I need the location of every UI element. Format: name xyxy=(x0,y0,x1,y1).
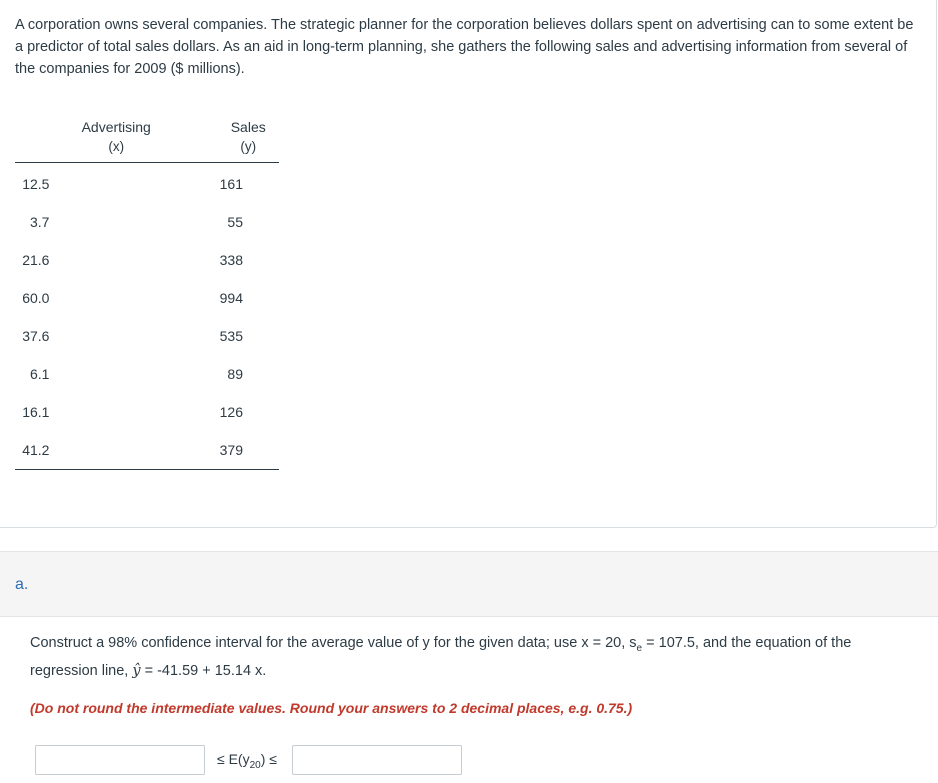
ineq-left: ≤ E(y xyxy=(217,751,250,767)
cell-advertising: 60.0 xyxy=(22,290,50,306)
prompt-line1-end: = 107.5, and the equation of the xyxy=(642,635,852,651)
y-hat-symbol: ŷ xyxy=(132,662,141,679)
cell-advertising: 6.1 xyxy=(29,366,50,382)
table-row xyxy=(15,279,279,317)
table-row xyxy=(15,163,279,204)
cell-sales: 89 xyxy=(227,366,243,382)
prompt-line2-end: = -41.59 + 15.14 x. xyxy=(140,662,267,679)
cell-sales: 126 xyxy=(219,404,243,420)
table-row xyxy=(15,393,279,431)
data-table xyxy=(15,112,279,470)
header-advertising-sub: (x) xyxy=(108,139,125,154)
cell-advertising: 41.2 xyxy=(15,431,217,470)
header-sales-label: Sales xyxy=(230,119,266,135)
prompt-line1: Construct a 98% confidence interval for the average value of y for the given data; use x = 20, s xyxy=(30,635,637,651)
table-header-row xyxy=(15,112,279,163)
table-row xyxy=(15,431,279,470)
upper-bound-input[interactable] xyxy=(292,745,462,775)
table-row xyxy=(15,241,279,279)
cell-sales: 161 xyxy=(219,176,243,192)
ineq-subscript: 20 xyxy=(249,759,261,771)
header-advertising-label: Advertising xyxy=(81,119,151,135)
cell-sales: 535 xyxy=(219,328,243,344)
cell-sales: 55 xyxy=(227,214,243,230)
rounding-note: (Do not round the intermediate values. Round your answers to 2 decimal places, e.g. 0.75.) xyxy=(30,700,633,716)
table-row xyxy=(15,355,279,393)
part-a-prompt xyxy=(30,632,930,682)
cell-advertising: 37.6 xyxy=(22,328,50,344)
part-a-header xyxy=(0,551,938,617)
ineq-right: ) ≤ xyxy=(260,751,277,767)
cell-advertising: 12.5 xyxy=(22,176,50,192)
cell-sales: 379 xyxy=(217,431,279,470)
prompt-line2-start: regression line, xyxy=(30,662,133,679)
header-sales xyxy=(217,112,279,163)
cell-sales: 338 xyxy=(219,252,243,268)
part-a-label: a. xyxy=(15,576,29,593)
prompt-se-subscript: e xyxy=(636,642,643,654)
cell-advertising: 21.6 xyxy=(22,252,50,268)
table-row xyxy=(15,317,279,355)
answer-row xyxy=(35,745,465,779)
header-advertising xyxy=(15,112,217,163)
header-sales-sub: (y) xyxy=(240,139,257,154)
cell-sales: 994 xyxy=(219,290,243,306)
cell-advertising: 3.7 xyxy=(29,214,50,230)
lower-bound-input[interactable] xyxy=(35,745,205,775)
expected-value-inequality xyxy=(217,751,277,771)
question-intro: A corporation owns several companies. The strategic planner for the corporation believes dollars spent on advertising can to some extent be a predictor of total sales dollars. As an aid in long-term planning, she gathers the following sales and advertising information from several of the companies for 2009 ($ millions). xyxy=(15,17,914,77)
cell-advertising: 16.1 xyxy=(22,404,50,420)
table-row xyxy=(15,203,279,241)
